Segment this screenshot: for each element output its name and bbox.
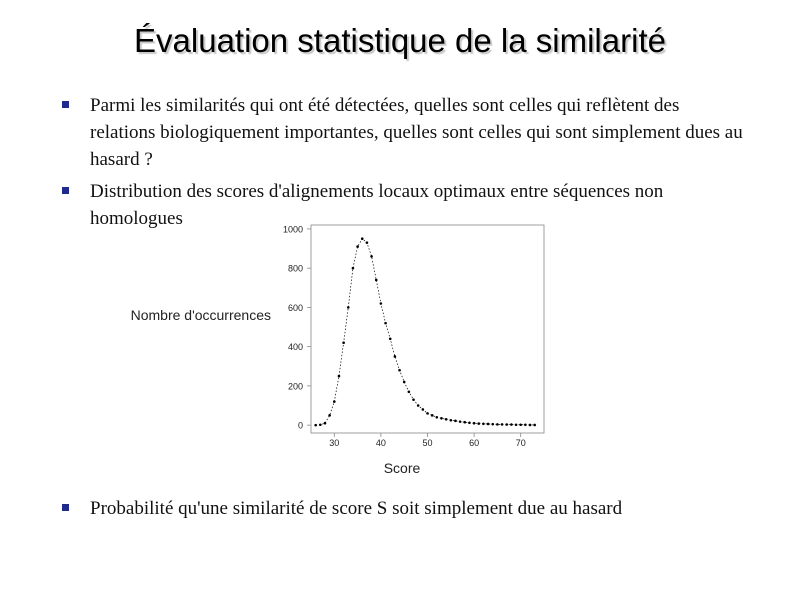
data-point [440, 417, 443, 420]
y-tick-label: 800 [287, 263, 303, 274]
data-point [366, 241, 369, 244]
y-tick-label: 400 [287, 342, 303, 353]
data-points [314, 237, 536, 426]
data-point [496, 423, 499, 426]
data-point [338, 375, 341, 378]
data-point [403, 381, 406, 384]
data-point [468, 421, 471, 424]
data-point [422, 408, 425, 411]
bullet-text: Parmi les similarités qui ont été détectées, quelles sont celles qui reflètent des relations biologiquement importantes, quelles sont celles qui sont simplement dues au hasard ? [90, 95, 743, 170]
data-point [487, 423, 490, 426]
data-point [328, 414, 331, 417]
data-point [380, 302, 383, 305]
x-tick-label: 30 [329, 438, 340, 448]
data-point [319, 423, 322, 426]
x-tick-label: 70 [515, 438, 526, 448]
data-point [389, 338, 392, 341]
bullet-text: Distribution des scores d'alignements locaux optimaux entre séquences non homologues [90, 181, 664, 229]
data-point [356, 245, 359, 248]
data-point [370, 255, 373, 258]
data-point [524, 423, 527, 426]
series-line [316, 239, 535, 425]
y-axis [283, 224, 311, 430]
data-point [361, 237, 364, 240]
x-axis [329, 433, 525, 448]
data-point [491, 423, 494, 426]
data-point [431, 414, 434, 417]
data-point [515, 423, 518, 426]
data-point [510, 423, 513, 426]
data-point [314, 424, 317, 427]
y-tick-label: 600 [287, 302, 303, 313]
plot-frame [311, 225, 544, 433]
data-point [454, 420, 457, 423]
x-tick-label: 40 [375, 438, 386, 448]
data-point [501, 423, 504, 426]
data-point [463, 421, 466, 424]
y-tick-label: 1000 [282, 224, 303, 235]
data-point [505, 423, 508, 426]
data-point [412, 398, 415, 401]
data-point [333, 400, 336, 403]
data-point [408, 390, 411, 393]
bullet-text: Probabilité qu'une similarité de score S soit simplement due au hasard [90, 498, 623, 519]
data-point [450, 419, 453, 422]
data-point [482, 422, 485, 425]
data-point [394, 355, 397, 358]
y-tick-label: 200 [287, 381, 303, 392]
data-point [473, 422, 476, 425]
data-point [417, 404, 420, 407]
data-point [342, 341, 345, 344]
data-point [426, 412, 429, 415]
data-point [445, 418, 448, 421]
data-point [398, 369, 401, 372]
data-point [519, 423, 522, 426]
y-tick-label: 0 [297, 420, 303, 431]
data-point [384, 322, 387, 325]
data-point [375, 279, 378, 282]
slide-title: Évaluation statistique de la similarité [134, 22, 666, 59]
data-point [529, 424, 532, 427]
data-point [347, 306, 350, 309]
x-tick-label: 60 [469, 438, 480, 448]
x-tick-label: 50 [422, 438, 433, 448]
data-point [436, 416, 439, 419]
data-point [459, 420, 462, 423]
y-axis-label: Nombre d'occurrences [130, 307, 271, 323]
data-point [477, 422, 480, 425]
x-axis-label: Score [383, 460, 421, 476]
data-point [533, 424, 536, 427]
data-point [352, 267, 355, 270]
data-point [324, 422, 327, 425]
